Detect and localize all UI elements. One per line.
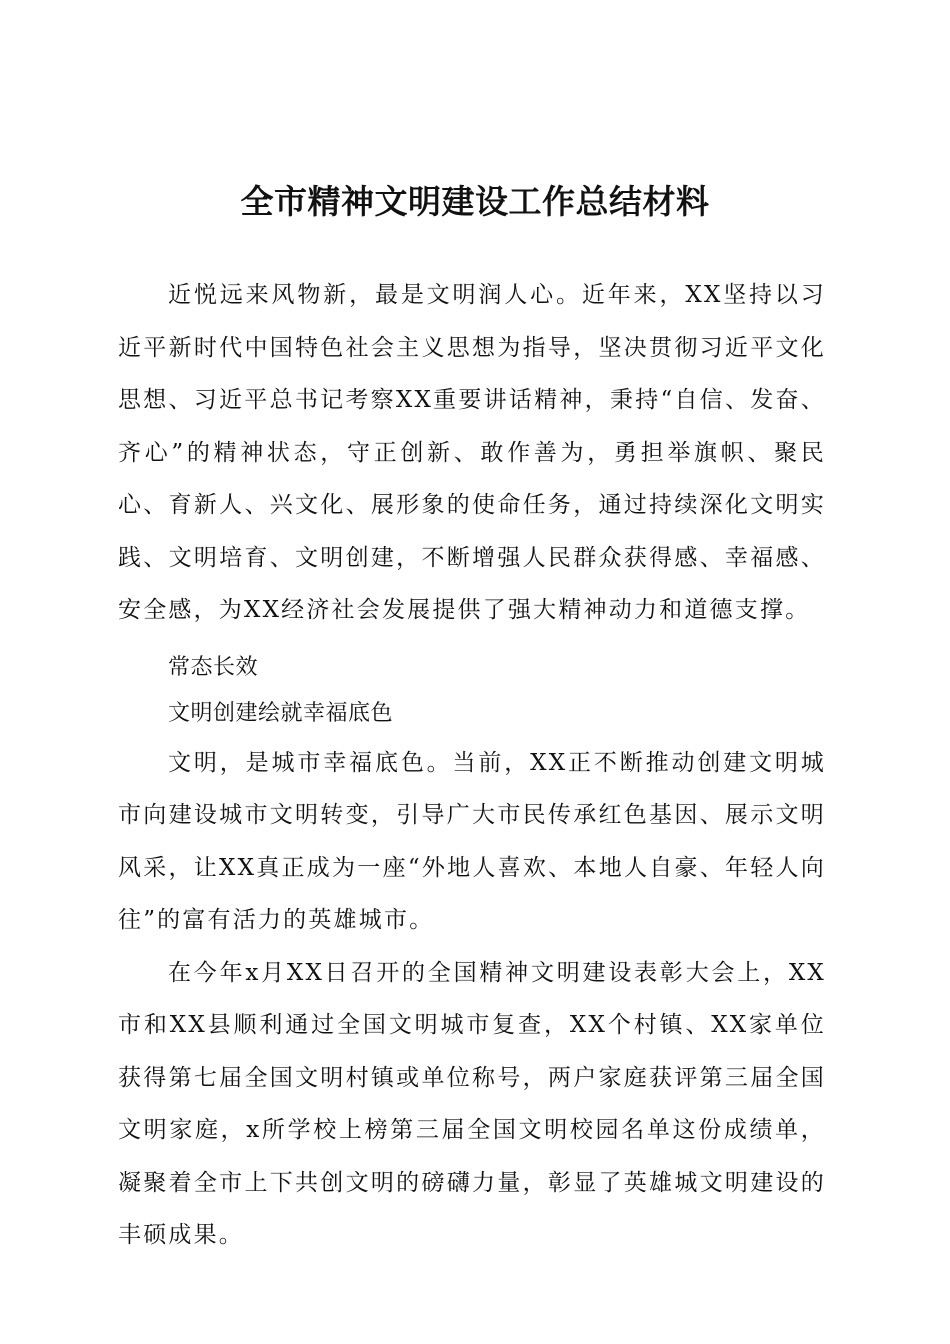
document-body: [118, 269, 826, 1262]
section-heading: 常态长效: [168, 654, 259, 680]
body-paragraph-2: 在今年x月XX日召开的全国精神文明建设表彰大会上，XX市和XX县顺利通过全国文明城市复查，XX个村镇、XX家单位获得第七届全国文明村镇或单位称号，两户家庭获评第三届全国文明家庭，x所学校上榜第三届全国文明校园名单这份成绩单，凝聚着全市上下共创文明的磅礴力量，彰显了英雄城文明建设的丰硕成果。: [118, 959, 826, 1248]
section-subheading: 文明创建绘就幸福底色: [168, 700, 394, 726]
intro-paragraph: 近悦远来风物新，最是文明润人心。近年来，XX坚持以习近平新时代中国特色社会主义思想为指导，坚决贯彻习近平文化思想、习近平总书记考察XX重要讲话精神，秉持“自信、发奋、齐心”的精神状态，守正创新、敢作善为，勇担举旗帜、聚民心、育新人、兴文化、展形象的使命任务，通过持续深化文明实践、文明培育、文明创建，不断增强人民群众获得感、幸福感、安全感，为XX经济社会发展提供了强大精神动力和道德支撑。: [118, 282, 826, 623]
body-paragraph-1: 文明，是城市幸福底色。当前，XX正不断推动创建文明城市向建设城市文明转变，引导广大市民传承红色基因、展示文明风采，让XX真正成为一座“外地人喜欢、本地人自豪、年轻人向往”的富有活力的英雄城市。: [118, 749, 826, 933]
document-title: 全市精神文明建设工作总结材料: [240, 182, 710, 221]
